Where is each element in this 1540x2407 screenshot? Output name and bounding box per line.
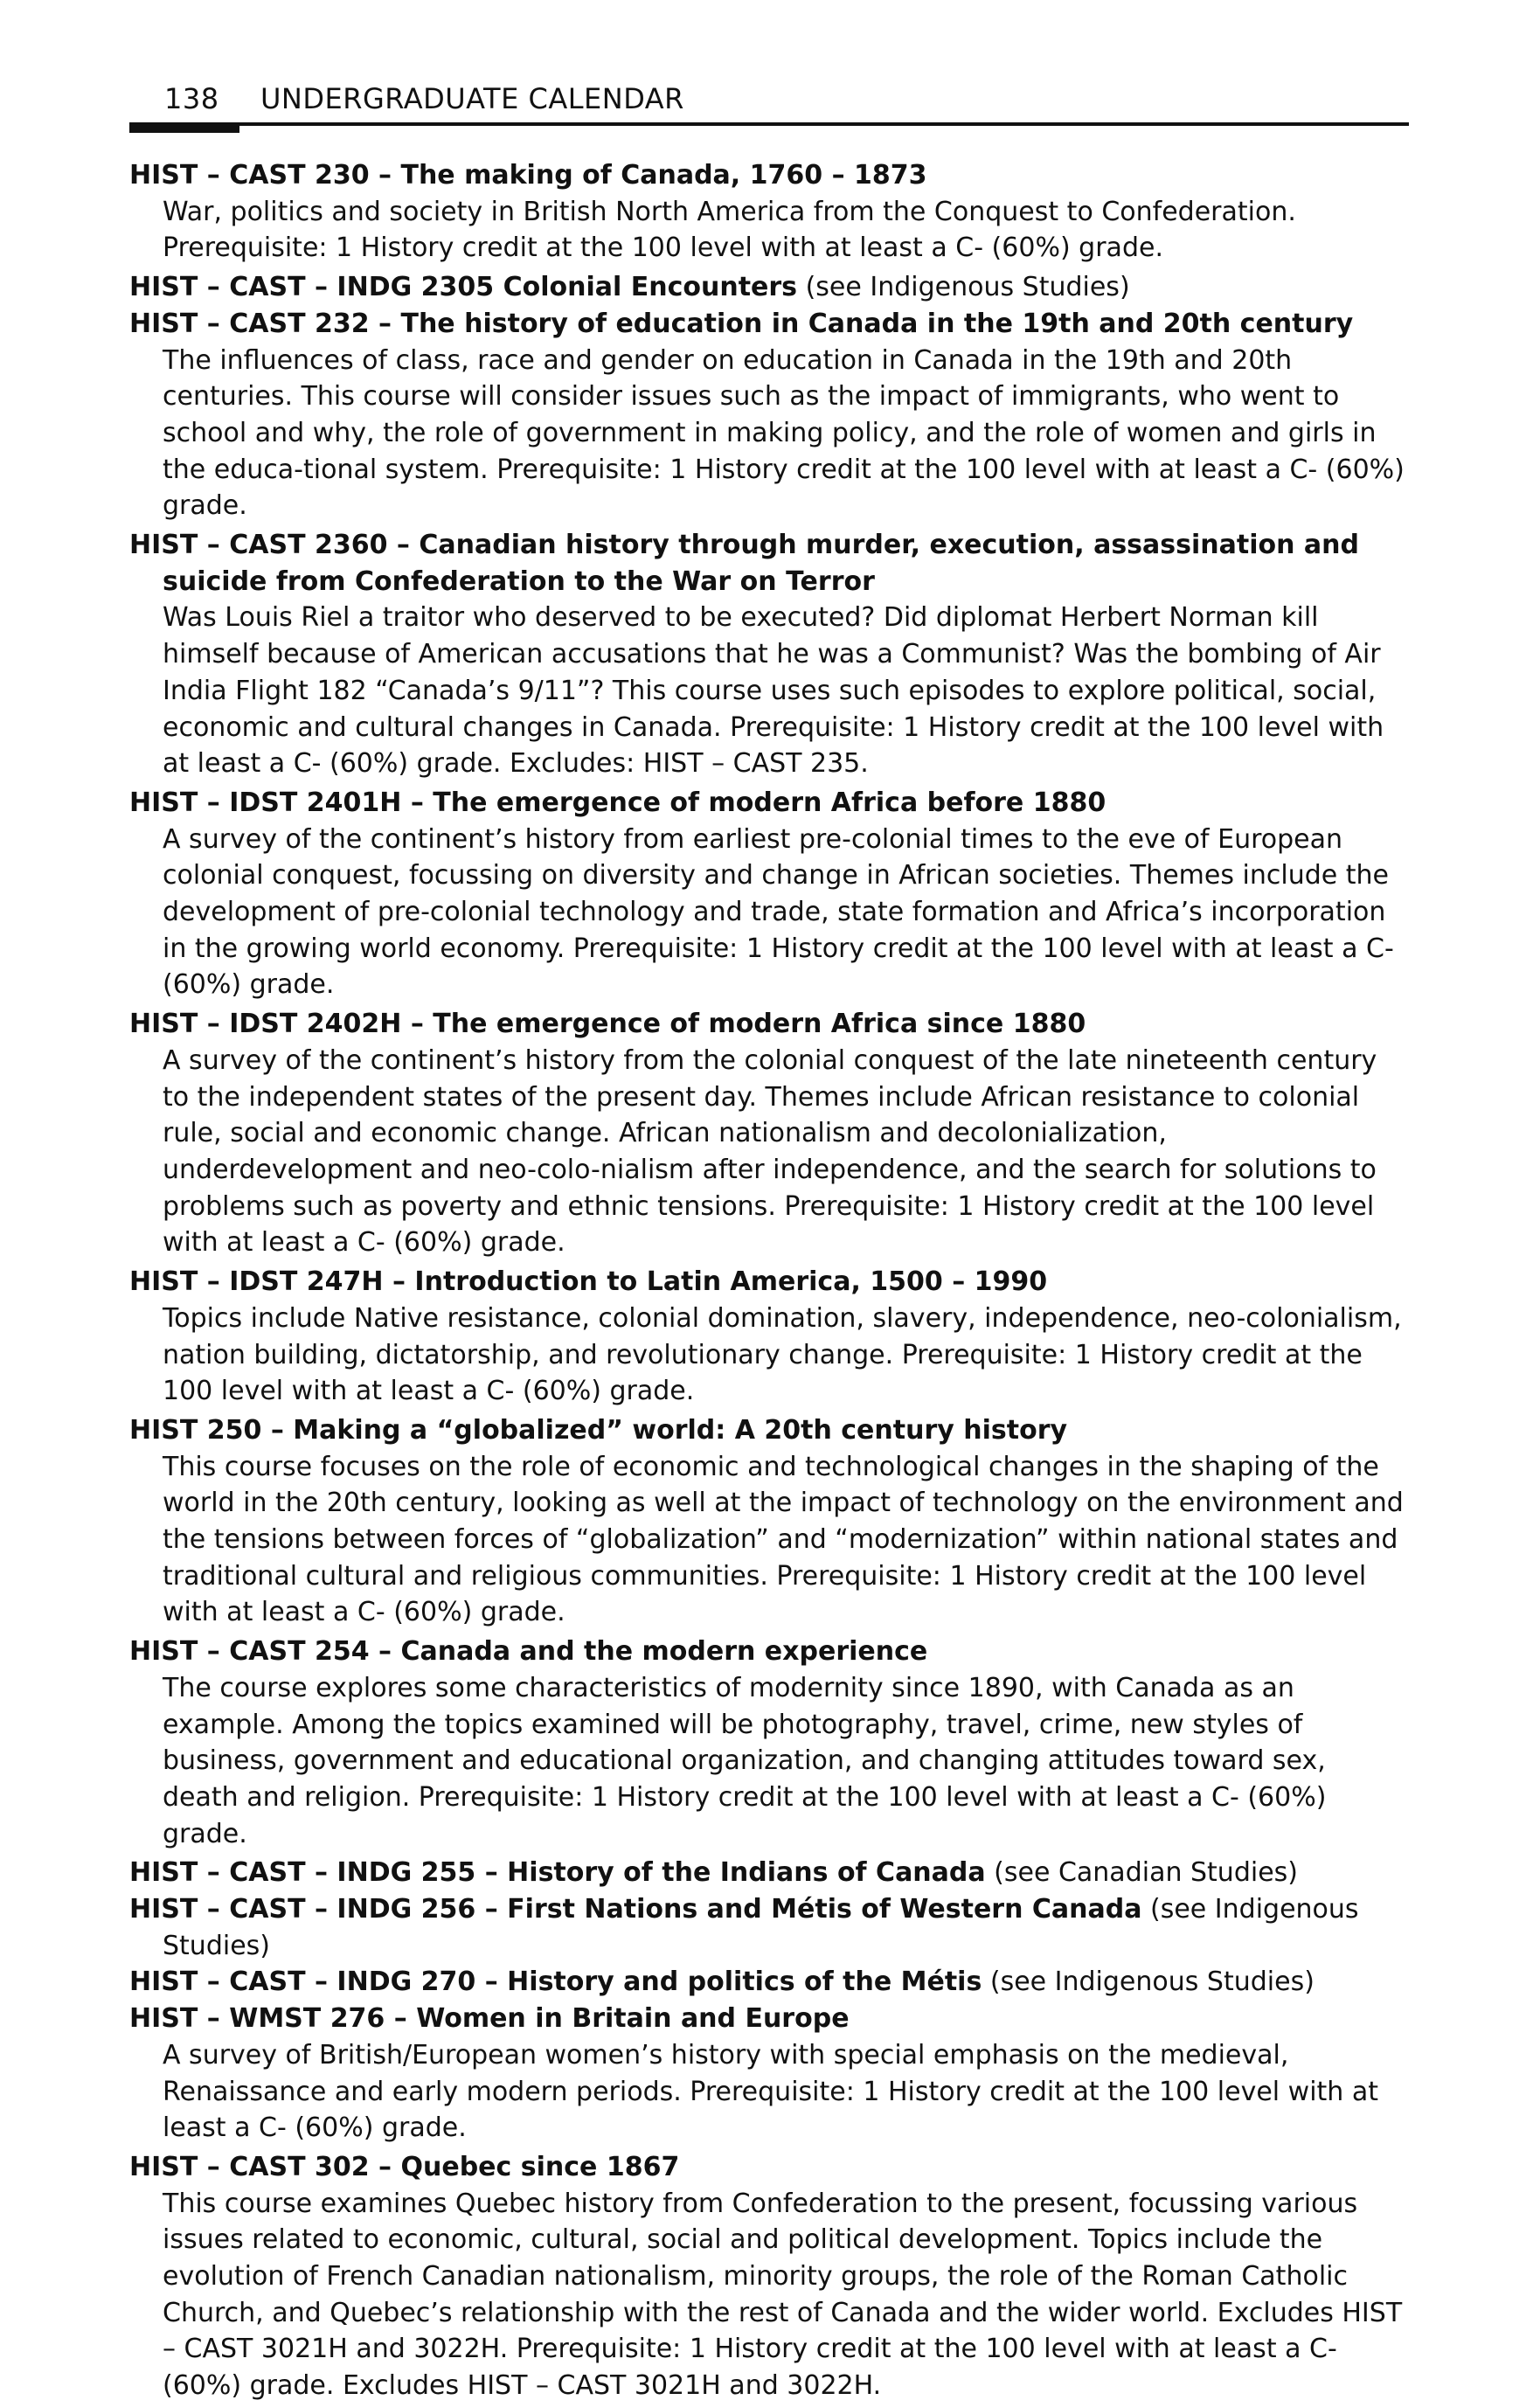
course-description: A survey of the continent’s history from the colonial conquest of the late nineteenth century to the independent states of the present day. Themes include African resistance to colonial rule, social and economic change. African nationalism and decolonialization, underdevelopment and neo-colo-nialism after independence, and the search for solutions to problems such as poverty and ethnic tensions. Prerequisite: 1 History credit at the 100 level with at least a C- (60%) grade. bbox=[163, 1044, 1377, 1259]
course-title-text: HIST – CAST 2360 – Canadian history through murder, execution, assassination and suicide from Confederation to the War on Terror bbox=[129, 530, 1359, 597]
course-description: A survey of British/European women’s history with special emphasis on the medieval, Renaissance and early modern periods. Prerequisite: 1 History credit at the 100 level with at least a C- (60%) grade. bbox=[163, 2039, 1379, 2144]
course-see-reference: (see Indigenous Studies) bbox=[982, 1967, 1315, 1998]
course-entry bbox=[129, 527, 1409, 782]
course-title-text: HIST – IDST 2402H – The emergence of modern Africa since 1880 bbox=[129, 1009, 1086, 1040]
course-entry bbox=[129, 2001, 1409, 2147]
course-entry bbox=[129, 269, 1409, 306]
course-entry bbox=[129, 1891, 1409, 1964]
course-see-reference: (see Indigenous Studies) bbox=[797, 272, 1130, 303]
course-title bbox=[129, 1964, 1409, 2001]
course-title-text: HIST – IDST 2401H – The emergence of modern Africa before 1880 bbox=[129, 787, 1106, 818]
course-title bbox=[129, 785, 1409, 822]
course-see-reference: (see Canadian Studies) bbox=[985, 1857, 1298, 1889]
course-entry bbox=[129, 306, 1409, 524]
course-title-text: HIST – CAST 254 – Canada and the modern experience bbox=[129, 1636, 928, 1668]
course-title-text: HIST – CAST – INDG 256 – First Nations and Métis of Western Canada bbox=[129, 1894, 1142, 1925]
course-title-text: HIST – CAST – INDG 270 – History and politics of the Métis bbox=[129, 1967, 982, 1998]
course-title bbox=[129, 1006, 1409, 1043]
course-description: Was Louis Riel a traitor who deserved to be executed? Did diplomat Herbert Norman kill himself because of American accusations that he was a Communist? Was the bombing of Air India Flight 182 “Canada’s 9/11”? This course uses such episodes to explore political, social, economic and cultural changes in Canada. Prerequisite: 1 History credit at the 100 level with at least a C- (60%) grade. Excludes: HIST – CAST 235. bbox=[163, 602, 1384, 780]
course-entry bbox=[129, 1006, 1409, 1261]
course-title-text: HIST – CAST 232 – The history of education in Canada in the 19th and 20th century bbox=[129, 308, 1354, 339]
course-description: A survey of the continent’s history from earliest pre-colonial times to the eve of European colonial conquest, focussing on diversity and change in African societies. Themes include the development of pre-colonial technology and trade, state formation and Africa’s incorporation in the growing world economy. Prerequisite: 1 History credit at the 100 level with at least a C- (60%) grade. bbox=[163, 823, 1394, 1001]
course-entry bbox=[129, 785, 1409, 1003]
course-entry bbox=[129, 1264, 1409, 1410]
course-title-text: HIST – CAST 230 – The making of Canada, 1760 – 1873 bbox=[129, 160, 927, 191]
course-title bbox=[129, 527, 1409, 600]
course-description: This course focuses on the role of economic and technological changes in the shaping of the world in the 20th century, looking as well at the impact of technology on the environment and the tensions between forces of “globalization” and “modernization” within national states and traditional cultural and religious communities. Prerequisite: 1 History credit at the 100 level with at least a C- (60%) grade. bbox=[163, 1451, 1404, 1628]
course-title bbox=[129, 2001, 1409, 2037]
course-description: The influences of class, race and gender on education in Canada in the 19th and 20th centuries. This course will consider issues such as the impact of immigrants, who went to school and why, the role of government in making policy, and the role of women and girls in the educa-tional system. Prerequisite: 1 History credit at the 100 level with at least a C- (60%) grade. bbox=[163, 344, 1405, 522]
course-title-text: HIST – IDST 247H – Introduction to Latin America, 1500 – 1990 bbox=[129, 1266, 1048, 1298]
course-entry bbox=[129, 1964, 1409, 2001]
course-entry bbox=[129, 1855, 1409, 1891]
course-entry bbox=[129, 1412, 1409, 1631]
course-title-text: HIST – CAST – INDG 255 – History of the Indians of Canada bbox=[129, 1857, 986, 1889]
course-title bbox=[129, 1634, 1409, 1670]
course-description: War, politics and society in British North America from the Conquest to Confederation. Prerequisite: 1 History credit at the 100 level with at least a C- (60%) grade. bbox=[163, 196, 1296, 264]
course-title-text: HIST – CAST – INDG 2305 Colonial Encounters bbox=[129, 272, 798, 303]
course-see-reference: (see Indigenous Studies) bbox=[163, 1894, 1359, 1961]
course-title-text: HIST – CAST 302 – Quebec since 1867 bbox=[129, 2151, 680, 2182]
header-rule bbox=[129, 122, 1409, 126]
course-description: The course explores some characteristics of modernity since 1890, with Canada as an example. Among the topics examined will be photography, travel, crime, new styles of business, government and educational organization, and changing attitudes toward sex, death and religion. Prerequisite: 1 History credit at the 100 level with at least a C- (60%) grade. bbox=[163, 1672, 1327, 1849]
page-number: 138 bbox=[164, 82, 219, 115]
course-title bbox=[129, 1264, 1409, 1301]
course-description: This course examines Quebec history from Confederation to the present, focussing various issues related to economic, cultural, social and political development. Topics include the evolution of French Canadian nationalism, minority groups, the role of the Roman Catholic Church, and Quebec’s relationship with the rest of Canada and the wider world. Excludes HIST – CAST 3021H and 3022H. Prerequisite: 1 History credit at the 100 level with at least a C- (60%) grade. Excludes HIST – CAST 3021H and 3022H. bbox=[163, 2188, 1403, 2402]
header-rule-accent bbox=[129, 122, 239, 133]
course-title bbox=[129, 306, 1409, 343]
course-title bbox=[129, 1891, 1409, 1964]
course-title bbox=[129, 1412, 1409, 1449]
course-title-text: HIST – WMST 276 – Women in Britain and Europe bbox=[129, 2003, 850, 2035]
course-title bbox=[129, 2149, 1409, 2186]
course-description: Topics include Native resistance, colonial domination, slavery, independence, neo-colonialism, nation building, dictatorship, and revolutionary change. Prerequisite: 1 History credit at the 100 level with at least a C- (60%) grade. bbox=[163, 1302, 1402, 1407]
course-entry bbox=[129, 1634, 1409, 1852]
course-title bbox=[129, 269, 1409, 306]
course-entry bbox=[129, 157, 1409, 267]
course-list bbox=[129, 157, 1409, 2407]
course-title-text: HIST 250 – Making a “globalized” world: A 20th century history bbox=[129, 1414, 1068, 1446]
course-title bbox=[129, 157, 1409, 194]
running-title: UNDERGRADUATE CALENDAR bbox=[260, 82, 684, 115]
page-header bbox=[129, 75, 1409, 128]
course-entry bbox=[129, 2149, 1409, 2404]
course-title bbox=[129, 1855, 1409, 1891]
